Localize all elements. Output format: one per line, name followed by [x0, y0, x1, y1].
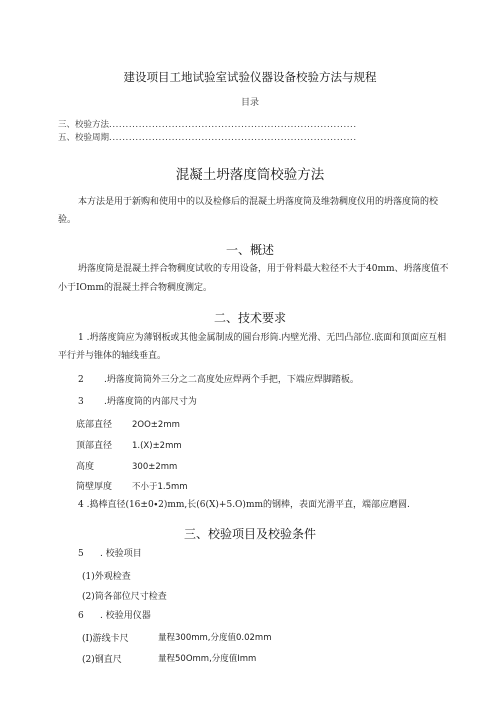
- section-heading-tech: 二、技术要求: [213, 311, 286, 325]
- dimension-value: 2OO±2mm: [132, 420, 180, 430]
- instrument-row: [82, 652, 257, 665]
- toc-entry-label: 三、校验方法: [58, 120, 110, 130]
- dimension-label: 顶部直径: [76, 441, 113, 451]
- instrument-row: [82, 631, 272, 644]
- instrument-spec: 量程50Omm,分度值Imm: [158, 654, 257, 664]
- toc-entry[interactable]: [58, 131, 442, 143]
- instrument-name: (2)钢直尺: [82, 655, 122, 665]
- calibration-item-number: 6: [78, 611, 84, 621]
- tech-item: 4 .捣棒直径(16±0∙2)mm,长(6(X)+5.O)mm的钢棒，表面光滑平直，端部应磨圆.: [78, 500, 410, 510]
- dimension-label: 高度: [76, 462, 95, 472]
- calibration-subitem: (2)筒各部位尺寸检查: [82, 592, 167, 602]
- overview-line: 小于IOmm的混凝土拌合物稠度测定。: [58, 283, 213, 293]
- overview-line: 坍落度筒是混凝土拌合物稠度试收的专用设备，用于骨料最大粒径不大于40mm、坍落度值不: [78, 264, 449, 274]
- section-heading-calibration: 三、校验项目及校验条件: [183, 527, 316, 541]
- calibration-item: . 校验项目: [100, 549, 142, 559]
- dimension-row: [76, 459, 177, 472]
- dimension-label: 底部直径: [76, 420, 113, 430]
- toc-entry-dots: ...........................................................................: [109, 120, 357, 130]
- toc-entry-label: 五、校验周期: [58, 133, 110, 143]
- dimension-value: 1.(X)±2mm: [132, 441, 182, 451]
- intro-line: 验。: [58, 215, 77, 225]
- instrument-spec: 量程300mm,分度值0.02mm: [158, 633, 272, 643]
- dimension-label: 筒壁厚度: [76, 482, 113, 492]
- section-heading-overview: 一、概述: [225, 243, 274, 257]
- dimension-row: [76, 417, 180, 430]
- tech-item-number: 3: [78, 397, 84, 407]
- tech-item: .坍落度筒的内部尺寸为: [104, 397, 197, 407]
- dimension-row: [76, 438, 182, 451]
- calibration-item: . 校验用仪器: [100, 611, 151, 621]
- tech-item-number: 2: [78, 375, 84, 385]
- document-title: 建设项目工地试验室试验仪器设备校验方法与规程: [123, 70, 377, 84]
- toc-heading: 目录: [240, 98, 259, 108]
- toc-entry-dots: ...........................................................................: [109, 133, 357, 143]
- toc-entry[interactable]: [58, 118, 442, 130]
- main-title: 混凝土坍落度筒校验方法: [175, 167, 325, 183]
- tech-item: 1 .坍落度筒应为薄钢板或其他金属制成的圆台形筒.内壁光滑、无凹凸部位.底面和顶面应互相: [78, 333, 447, 343]
- instrument-name: (I)游线卡尺: [82, 634, 129, 644]
- tech-item: 平行并与锥体的轴线垂直。: [58, 351, 167, 361]
- dimension-value: 不小于1.5mm: [132, 482, 188, 492]
- intro-line: 本方法是用于新购和使用中的以及检修后的混凝土坍落度筒及维勃稠度仪用的坍落度筒的校: [78, 197, 439, 207]
- dimension-row: [76, 479, 188, 492]
- tech-item: .坍落度筒筒外三分之二高度处应焊两个手把，下端应焊脚踏板。: [104, 375, 359, 385]
- calibration-subitem: (1)外观检查: [82, 572, 131, 582]
- dimension-value: 300±2mm: [132, 462, 178, 472]
- calibration-item-number: 5: [78, 549, 84, 559]
